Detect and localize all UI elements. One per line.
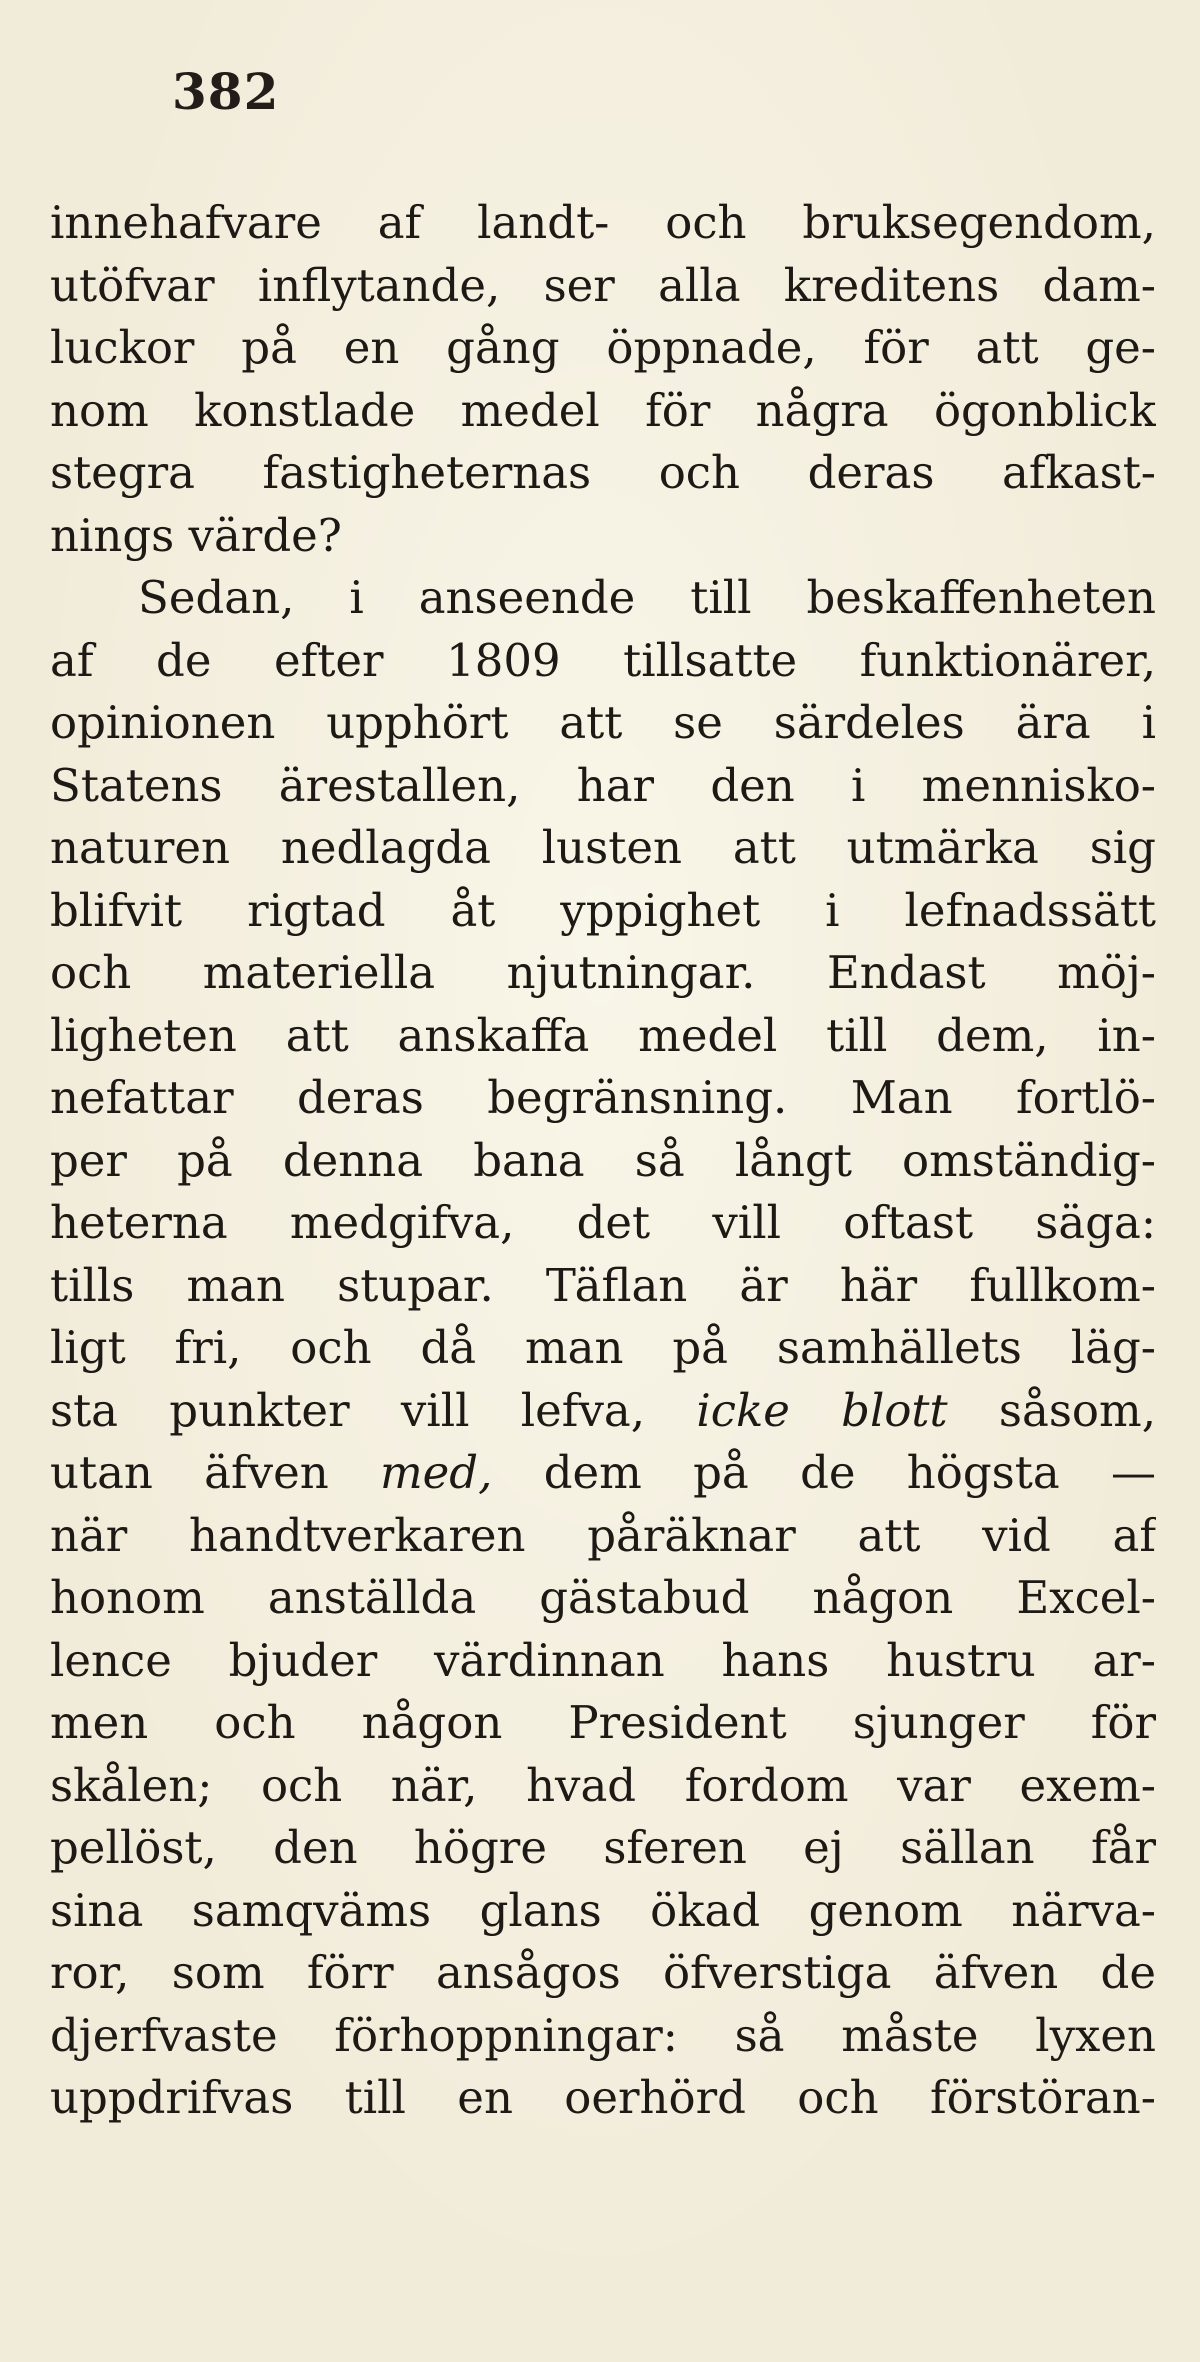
text-line: stegra fastigheternas och deras afkast- [50, 446, 1156, 499]
text-line: Sedan, i anseende till beskaffenheten [138, 571, 1156, 624]
text-line: tills man stupar. Täflan är här fullkom- [50, 1258, 1156, 1312]
body-text [50, 192, 1156, 2130]
text-line: ligheten att anskaffa medel till dem, in- [50, 1008, 1156, 1062]
text-line: heterna medgifva, det vill oftast säga: [50, 1196, 1156, 1249]
text-line: opinionen upphört att se särdeles ära i [50, 696, 1156, 749]
text-line [50, 1380, 1156, 1443]
text-segment: sta punkter vill lefva, [50, 1383, 697, 1437]
text-line: sina samqväms glans ökad genom närva- [50, 1883, 1156, 1937]
text-line: innehafvare af landt- och bruksegendom, [50, 196, 1156, 249]
text-segment: dem på de högsta — [492, 1446, 1156, 1499]
text-line: lence bjuder värdinnan hans hustru ar- [50, 1633, 1156, 1687]
text-line: utöfvar inflytande, ser alla kreditens dam- [50, 258, 1156, 312]
text-line: naturen nedlagda lusten att utmärka sig [50, 821, 1156, 874]
text-line: nefattar deras begränsning. Man fortlö- [50, 1071, 1156, 1124]
text-line: ror, som förr ansågos öfverstiga äfven de [50, 1946, 1156, 1999]
italic-text: med, [380, 1446, 493, 1499]
text-line: uppdrifvas till en oerhörd och förstöran- [50, 2071, 1156, 2124]
text-line: nom konstlade medel för några ögonblick [50, 383, 1156, 437]
italic-text: icke blott [696, 1383, 948, 1437]
text-line: blifvit rigtad åt yppighet i lefnadssätt [50, 883, 1156, 937]
text-line: men och någon President sjunger för [50, 1696, 1156, 1749]
text-line: skålen; och när, hvad fordom var exem- [50, 1758, 1156, 1812]
text-line: af de efter 1809 tillsatte funktionärer, [50, 633, 1156, 687]
text-line: nings värde? [50, 508, 342, 562]
text-line: per på denna bana så långt omständig- [50, 1133, 1156, 1187]
text-line: ligt fri, och då man på samhällets läg- [50, 1321, 1156, 1374]
text-line: Statens ärestallen, har den i mennisko- [50, 758, 1156, 812]
text-line: pellöst, den högre sferen ej sällan får [50, 1821, 1156, 1874]
text-line [50, 1442, 1156, 1505]
page-number: 382 [172, 62, 280, 121]
text-line: och materiella njutningar. Endast möj- [50, 946, 1156, 999]
text-line: när handtverkaren påräknar att vid af [50, 1508, 1156, 1562]
text-line: luckor på en gång öppnade, för att ge- [50, 321, 1156, 374]
text-segment: såsom, [947, 1383, 1156, 1437]
text-segment: utan äfven [50, 1446, 380, 1499]
text-line: honom anställda gästabud någon Excel- [50, 1571, 1156, 1624]
text-line: djerfvaste förhoppningar: så måste lyxen [50, 2008, 1156, 2062]
